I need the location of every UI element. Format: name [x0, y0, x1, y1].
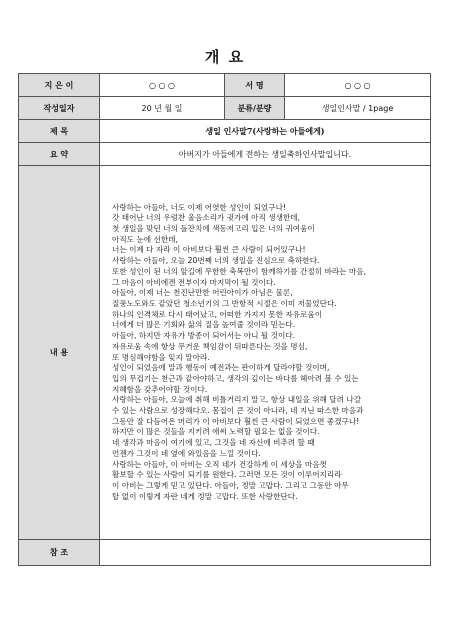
- author-row: [19, 74, 431, 97]
- content-line: 또한 성인이 된 너의 앞길에 무한한 축복만이 함께하기를 간절히 바라는 마음,: [112, 266, 366, 276]
- content-line: 아직도 눈에 선한데,: [112, 234, 178, 244]
- content-line: 너는 이제 다 자라 이 아비보다 훨씬 큰 사람이 되어있구나!: [112, 245, 306, 255]
- content-line: 하나의 인격체로 다시 태어났고, 어떠한 가지지 못한 자유로움이: [112, 309, 323, 319]
- content-line: 네 생각과 마음이 여기에 있고, 그것을 네 자신에 비추려 할 때: [112, 438, 315, 448]
- content-line: 지혜함을 갖추어야할 것이다.: [112, 384, 208, 394]
- content-line: 사랑하는 아들아, 이 아비는 오직 네가 건강하게 이 세상을 마음껏: [112, 459, 327, 469]
- summary-label: 요 약: [19, 143, 100, 166]
- date-label: 작성일자: [19, 97, 100, 120]
- content-line: 그동안 잘 다듬어온 머리가 이 아비보다 훨씬 큰 사람이 되었으면 좋겠구나!: [112, 416, 360, 426]
- content-line: 질풍노도와도 같았던 청소년기의 그 반항적 시절은 이미 저물었단다.: [112, 298, 337, 308]
- content-line: 첫 생일을 맞던 너의 돌잔치에 색동저고리 입은 너의 귀여움이: [112, 224, 315, 234]
- page-title: 개 요: [204, 48, 246, 66]
- content-line: 입의 무겁기는 천근과 같아야하고, 생각의 깊이는 바다를 헤아려 볼 수 있는: [112, 373, 359, 383]
- reference-label: 참 조: [19, 540, 100, 566]
- content-line: 너에게 더 많은 기회와 삶의 질을 높여줄 것이라 믿는다.: [112, 320, 296, 330]
- date-value: 20 년 월 일: [100, 97, 225, 120]
- content-line: 아들아, 이제 너는 천진난만한 어린아이가 아님은 물론,: [112, 288, 293, 298]
- content-text: [100, 197, 430, 509]
- content-line: 성인이 되었음에 말과 행동이 예전과는 판이하게 달라야할 것이며,: [112, 363, 330, 373]
- content-line: 탈 없이 이렇게 자란 네게 정말 고맙다. 또한 사랑한단다.: [112, 491, 298, 501]
- category-value: 생일인사말 / 1page: [285, 97, 431, 120]
- content-line: 갓 태어난 너의 우렁찬 울음소리가 귓가에 아직 생생한데,: [112, 213, 301, 223]
- content-line: 이 아비는 그렇게 믿고 있단다. 아들아, 정말 고맙다. 그리고 그동안 아무: [112, 480, 349, 490]
- content-line: 수 있는 사람으로 성장해다오. 몸집이 큰 것이 아니라, 네 지닌 따스한 마음과: [112, 406, 364, 416]
- category-label: 분류/분량: [225, 97, 285, 120]
- overview-table: [18, 73, 431, 566]
- content-row: [19, 166, 431, 540]
- content-line: 활보할 수 있는 사람이 되기를 원한다. 그러면 모든 것이 이루어지리라: [112, 470, 342, 480]
- subject-label: 제 목: [19, 120, 100, 143]
- subject-row: [19, 120, 431, 143]
- content-line: 언젠가 그것이 네 옆에 와있음을 느낄 것이다.: [112, 448, 261, 458]
- signature-label: 서 명: [225, 74, 285, 97]
- content-line: 사랑하는 아들아, 오늘에 취해 비틀거리지 말고, 항상 내일을 위해 달려 나갈: [112, 395, 362, 405]
- content-cell: [100, 166, 431, 540]
- content-line: 사랑하는 아들아, 오늘 20번째 너의 생일을 진심으로 축하한다.: [112, 256, 320, 266]
- content-line: 자유로움 속에 항상 무거운 책임감이 뒤따른다는 것을 명심,: [112, 341, 308, 351]
- content-line: 또 명심해야함을 잊지 말아라.: [112, 352, 210, 362]
- author-value: ○ ○ ○: [100, 74, 225, 97]
- content-line: 하지만 이 많은 것들을 지키려 애써 노력할 필요는 없을 것이다.: [112, 427, 320, 437]
- content-line: 아들아, 하지만 자유가 방종이 되어서는 아니 될 것이다.: [112, 331, 296, 341]
- reference-value: [100, 540, 431, 566]
- signature-value: ○ ○ ○: [285, 74, 431, 97]
- reference-row: [19, 540, 431, 566]
- content-line: 사랑하는 아들아, 너도 이제 어엿한 성인이 되었구나!: [112, 202, 286, 212]
- content-label: 내 용: [19, 166, 100, 540]
- date-row: [19, 97, 431, 120]
- subject-value: 생일 인사말7(사랑하는 아들에게): [100, 120, 431, 143]
- content-line: 그 마음이 아비에겐 전부이자 마지막이 될 것이다.: [112, 277, 276, 287]
- author-label: 지 은 이: [19, 74, 100, 97]
- summary-row: [19, 143, 431, 166]
- summary-value: 아버지가 아들에게 전하는 생일축하인사말입니다.: [100, 143, 431, 166]
